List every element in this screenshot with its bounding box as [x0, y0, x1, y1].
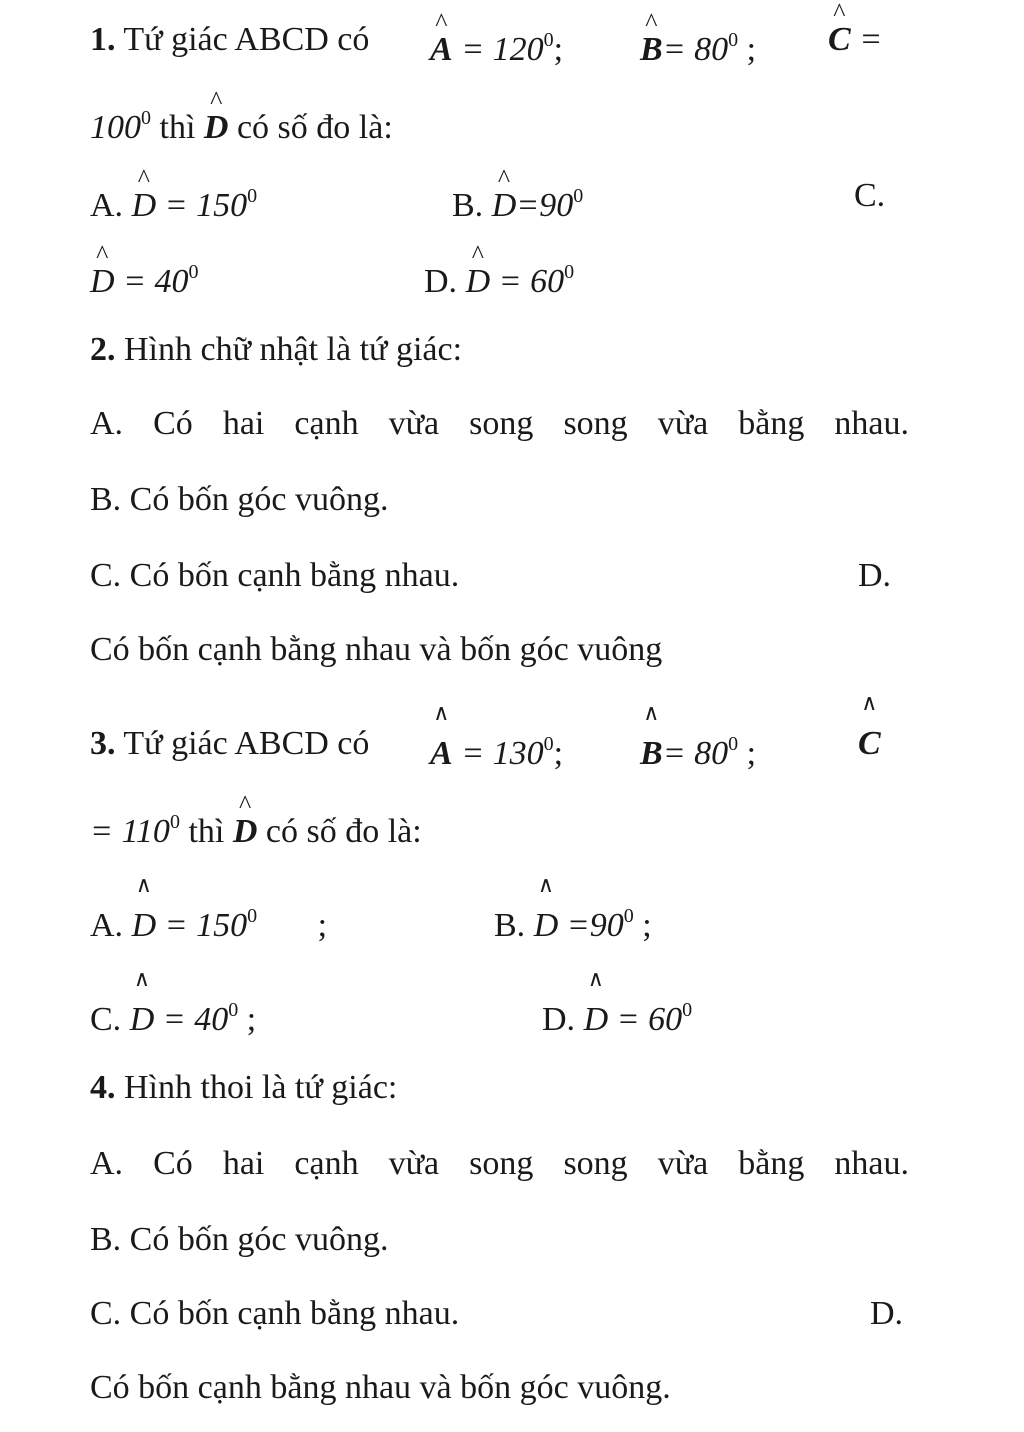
q1-options-row1 [90, 164, 912, 228]
q4-number: 4. [90, 1069, 116, 1106]
q4-option-d-label: D. [870, 1295, 904, 1332]
q1-angle-c: ^ C = [828, 0, 883, 58]
q1-option-a: A. ^ $D = 150^0$ [90, 164, 258, 224]
q1-number: 1. [90, 21, 116, 58]
q3-option-d: D. ∧ $D = 60^0$ [542, 966, 693, 1038]
q3-option-a: A. ∧ $D = 150^0$ ; [90, 872, 328, 944]
q1-d-symbol: ^ D [203, 86, 229, 146]
q1-options-row2 [90, 240, 912, 304]
q2-option-d-text: Có bốn cạnh bằng nhau và bốn góc vuông [90, 631, 663, 668]
q1-option-c-value: ^ $D = 40^0$ [90, 240, 199, 300]
q3-angle-c: ∧ C [858, 690, 881, 762]
q1-lead-text: Tứ giác ABCD có [123, 21, 370, 58]
q3-stem-line2: = $110^0$ thì ^ D có số đo là: [90, 800, 912, 854]
q3-lead-text: Tứ giác ABCD có [123, 725, 370, 762]
q3-option-b: B. ∧ $D =90^0$ ; [494, 872, 652, 944]
q2-number: 2. [90, 331, 116, 368]
q2-option-c: C. Có bốn cạnh bằng nhau. [90, 557, 460, 594]
q3-thi: thì [188, 813, 225, 850]
q3-options-row2 [90, 966, 912, 1042]
q4-option-a: A. Có hai cạnh vừa song song vừa bằng nhau. [90, 1145, 909, 1182]
q1-angle-b: ^ $B= 80^0$ ; [640, 8, 757, 68]
q4-option-c: C. Có bốn cạnh bằng nhau. [90, 1295, 460, 1332]
q4-option-b: B. Có bốn góc vuông. [90, 1221, 389, 1258]
q1-c-value: 100 [90, 109, 141, 146]
q3-d-symbol: ^ D [232, 790, 258, 850]
q3-angle-b: ∧ $B= 80^0$ ; [640, 700, 757, 772]
q1-thi: thì [159, 109, 196, 146]
q2-stem [90, 328, 912, 372]
q1-angle-a: ^ $A = 120^0$; [430, 8, 564, 68]
q4-option-c-row [90, 1292, 912, 1336]
q1-stem-line2: $100^0$ thì ^ D có số đo là: [90, 96, 912, 150]
q2-option-a: A. Có hai cạnh vừa song song vừa bằng nhau. [90, 405, 909, 442]
q3-stem-line1 [90, 690, 912, 772]
q2-option-b: B. Có bốn góc vuông. [90, 481, 389, 518]
q3-number: 3. [90, 725, 116, 762]
q2-option-c-row [90, 554, 912, 598]
q3-options-row1 [90, 872, 912, 948]
q1-stem-line1 [90, 0, 912, 68]
q3-option-c: C. ∧ $D = 40^0$ ; [90, 966, 257, 1038]
q4-lead-text: Hình thoi là tứ giác: [124, 1069, 398, 1106]
q1-tail-text: có số đo là: [236, 109, 393, 146]
q1-option-b: B. ^ $D=90^0$ [452, 164, 584, 224]
q1-option-c-label: C. [854, 177, 886, 214]
q2-lead-text: Hình chữ nhật là tứ giác: [124, 331, 463, 368]
q3-tail-text: có số đo là: [265, 813, 422, 850]
q3-angle-a: ∧ $A = 130^0$; [430, 700, 564, 772]
q4-stem [90, 1066, 912, 1110]
q4-option-d-text: Có bốn cạnh bằng nhau và bốn góc vuông. [90, 1369, 671, 1406]
q3-c-value: 110 [121, 813, 170, 850]
q1-option-d: D. ^ $D = 60^0$ [424, 240, 575, 300]
q2-option-d-label: D. [858, 557, 892, 594]
